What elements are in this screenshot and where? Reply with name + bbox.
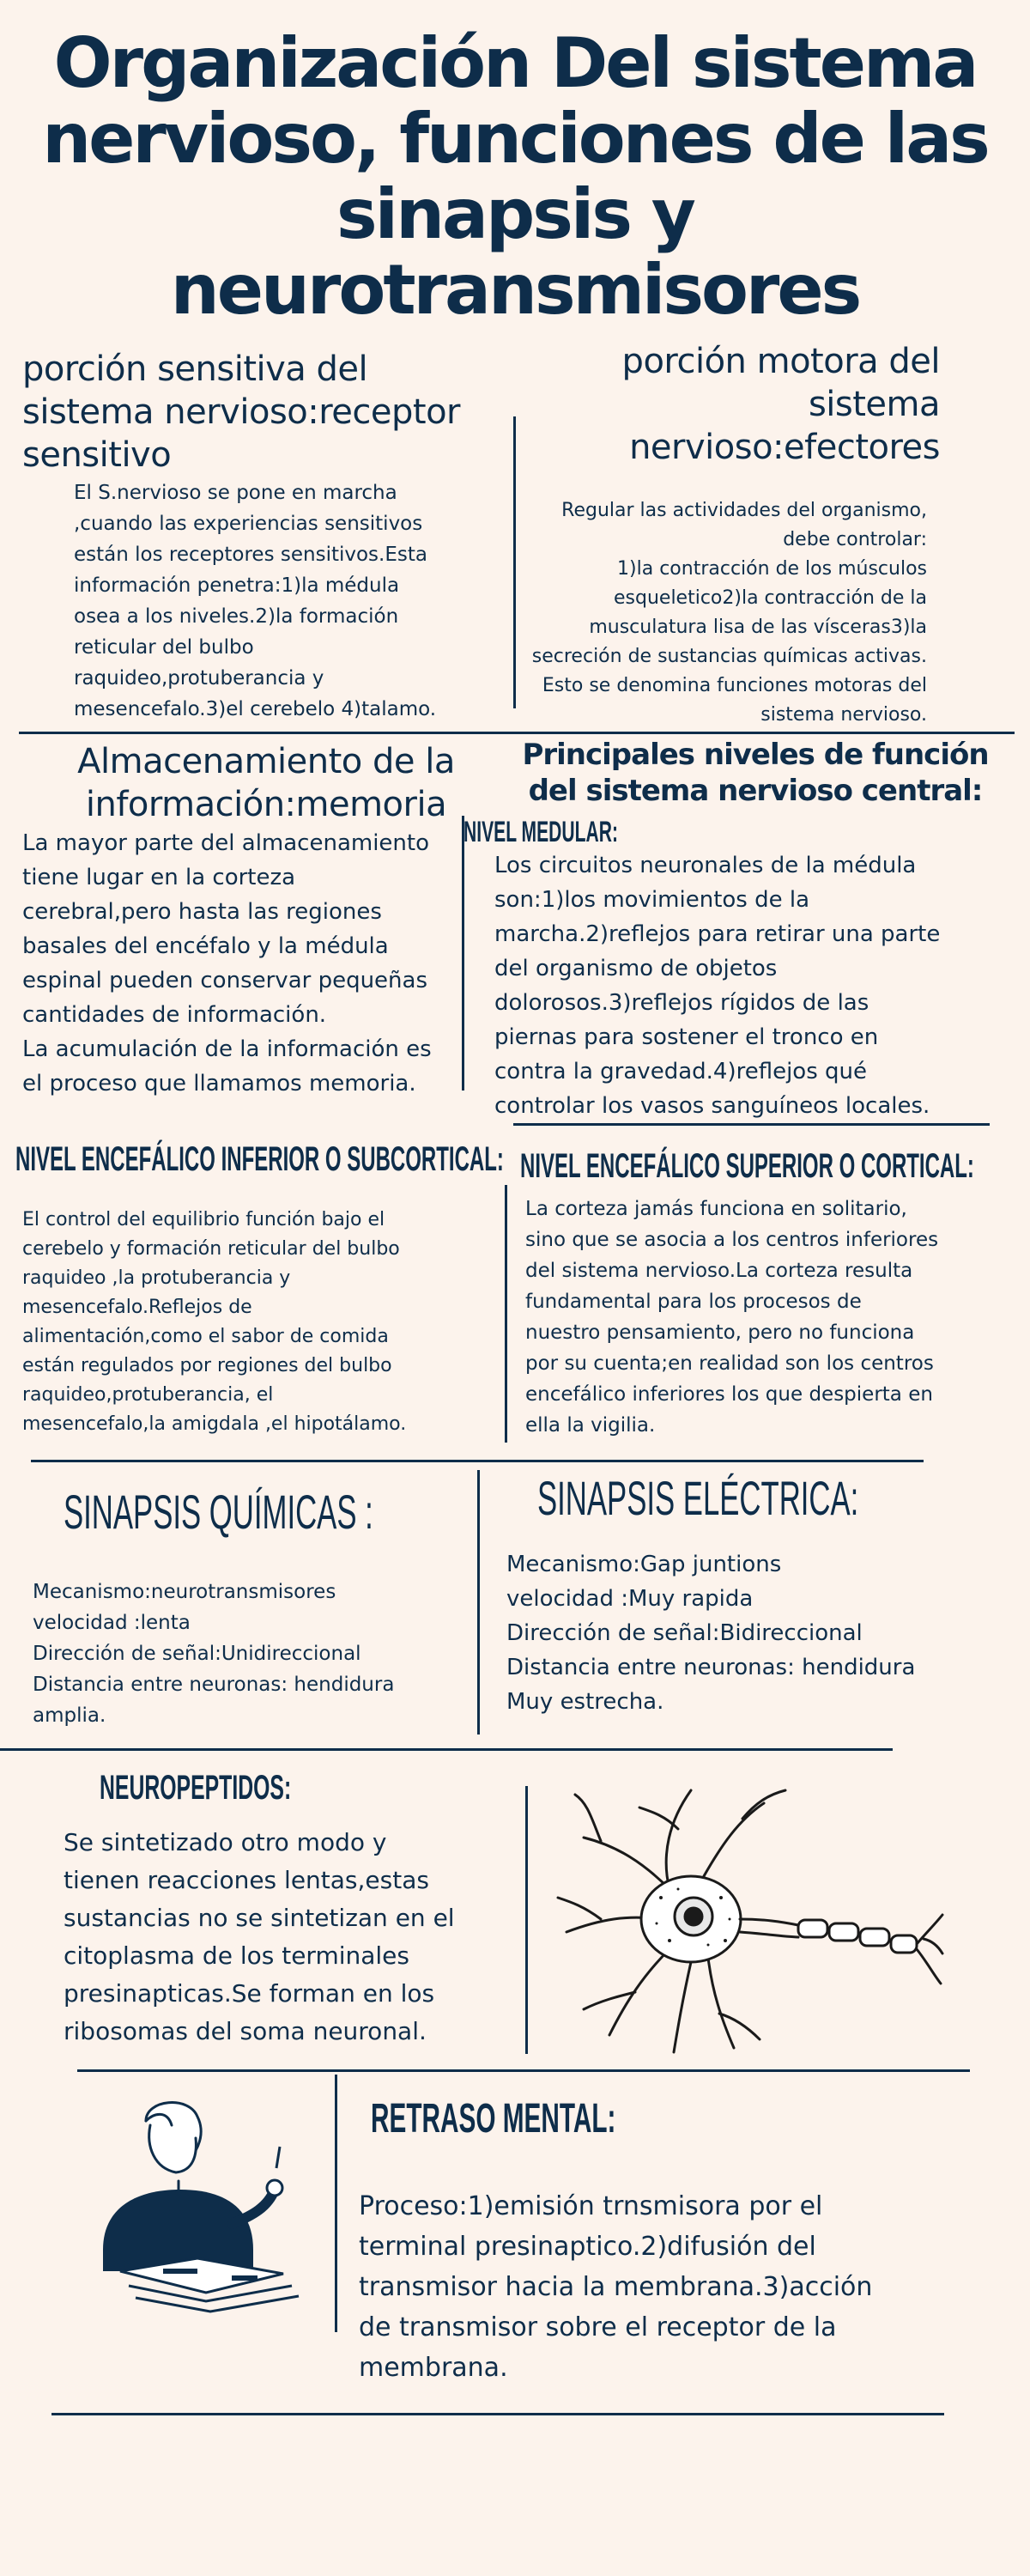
lower-heading: NIVEL ENCEFÁLICO INFERIOR O SUBCORTICAL: [15,1140,504,1178]
lower-text: El control del equilibrio función bajo el cerebelo y formación reticular del bulbo raquideo ,la protuberancia y mesencefalo.Reflejos de alimentación,como el sabor de comida están regulados por regiones del bulbo raquideo,protuberancia, el mesencefalo,la amigdala ,el hipotálamo. [22,1209,407,1435]
divider-row-2 [31,1460,924,1462]
neuropeptides-heading-wrap [100,1769,409,1807]
motor-heading: porción motora del sistema nervioso:efectores [621,342,940,467]
divider-row-4 [77,2069,970,2072]
divider-medullar-under [513,1123,990,1126]
memory-heading: Almacenamiento de la información:memoria [77,742,455,824]
upper-text: La corteza jamás funciona en solitario, sino que se asocia a los centros inferiores del sistema nervioso.La corteza resulta fundamental para los procesos de nuestro pensamiento, pero no funciona por su cuenta;en realidad son los centros encefálico inferiores los que despierta en ella la vigilia. [525,1198,939,1437]
electrical-heading-wrap [537,1470,1030,1526]
sensory-text: El S.nervioso se pone en marcha ,cuando las experiencias sensitivos están los receptores sensitivos.Esta información penetra:1)la médula osea a los niveles.2)la formación reticular del bulbo raquideo,protuberancia y mesencefalo.3)el cerebelo 4)talamo. [74,482,437,720]
divider-neuron-vertical [525,1786,528,2054]
divider-top-vertical [513,416,516,708]
medullar-text: Los circuitos neuronales de la médula son:1)los movimientos de la marcha.2)reflejos para retirar una parte del organismo de objetos dolorosos.3)reflejos rígidos de las piernas para sostener el tronco en contra la gravedad.4)reflejos qué controlar los vasos sanguíneos locales. [494,853,941,1119]
upper-heading: NIVEL ENCEFÁLICO SUPERIOR O CORTICAL: [520,1147,974,1185]
electrical-text: Mecanismo:Gap juntions velocidad :Muy rapida Dirección de señal:Bidireccional Distancia entre neuronas: hendidura Muy estrecha. [506,1552,916,1715]
retardation-text: Proceso:1)emisión trnsmisora por el terminal presinaptico.2)difusión del transmisor hacia la membrana.3)acción de transmisor sobre el receptor de la membrana. [359,2191,873,2383]
upper-heading-wrap [520,1147,1030,1186]
sensory-heading: porción sensitiva del sistema nervioso:receptor sensitivo [22,349,460,475]
retardation-heading: RETRASO MENTAL: [371,2096,616,2142]
chemical-text: Mecanismo:neurotransmisores velocidad :lenta Dirección de señal:Unidireccional Distancia entre neuronas: hendidura amplia. [33,1581,395,1727]
divider-bottom [52,2413,944,2415]
electrical-heading: SINAPSIS ELÉCTRICA: [537,1471,859,1525]
motor-text: Regular las actividades del organismo, debe controlar: 1)la contracción de los músculos esqueletico2)la contracción de la musculatura lisa de las vísceras3)la secreción de sustancias químicas activas. Esto se denomina funciones motoras del sistema nervioso. [531,500,927,726]
neuropeptides-heading: NEUROPEPTIDOS: [100,1769,292,1807]
chemical-heading-wrap [64,1484,563,1540]
student-icon [69,2087,326,2327]
divider-retardation-vertical [335,2075,337,2332]
divider-mid-vertical [462,816,464,1091]
chemical-heading: SINAPSIS QUÍMICAS : [64,1485,373,1539]
retardation-heading-wrap [371,2095,766,2142]
neuropeptides-text: Se sintetizado otro modo y tienen reacciones lentas,estas sustancias no se sintetizan en el citoplasma de los terminales presinapticas.Se forman en los ribosomas del soma neuronal. [64,1828,455,2045]
levels-heading: Principales niveles de función del sistema nervioso central: [522,738,989,808]
page-title: Organización Del sistema nervioso, funciones de las sinapsis y neurotransmisores [42,23,988,330]
memory-text: La mayor parte del almacenamiento tiene lugar en la corteza cerebral,pero hasta las regiones basales del encéfalo y la médula espinal pueden conservar pequeñas cantidades de información. La acumulación de la información es el proceso que llamamos memoria. [22,830,432,1097]
divider-lower-vertical [505,1185,507,1443]
neuron-icon [549,1769,944,2061]
medullar-heading-wrap [464,816,712,849]
medullar-heading: NIVEL MEDULAR: [464,816,618,848]
divider-row-3 [0,1748,893,1751]
divider-synapse-vertical [477,1470,480,1735]
divider-row-1 [19,732,1015,734]
